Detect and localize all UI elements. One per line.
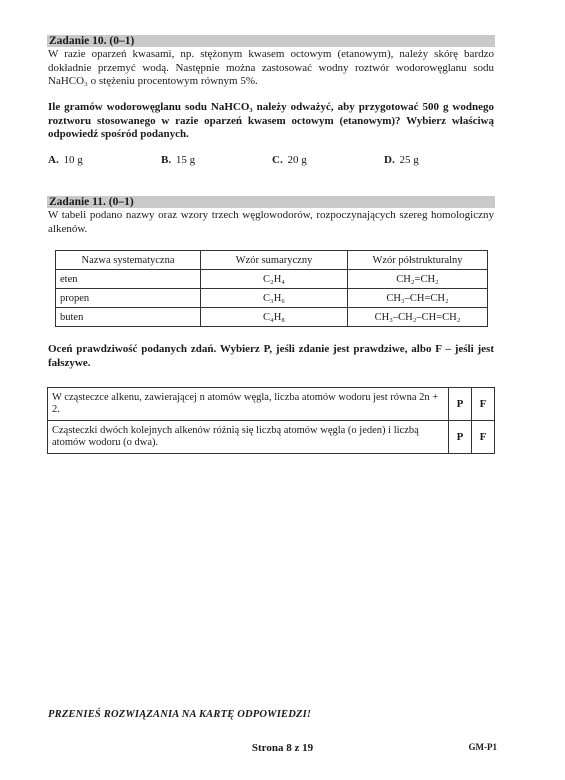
- table-row: [56, 289, 488, 308]
- answer-b[interactable]: B. 15 g: [161, 154, 196, 166]
- table-row: [56, 308, 488, 327]
- task10-intro: W razie oparzeń kwasami, np. stężonym kwasem octowym (etanowym), należy skórę bardzo dokładnie przemyć wodą. Następnie można zastosować wodny roztwór wodorowęglanu sodu NaHCO₃ o stężeniu procentowym równym 5%.: [48, 48, 494, 87]
- cell-structural: CH₃–CH₂–CH=CH₂: [348, 308, 488, 327]
- cell-molecular: C₃H₆: [201, 289, 348, 308]
- transfer-answers-note: PRZENIEŚ ROZWIĄZANIA NA KARTĘ ODPOWIEDZI!: [48, 709, 312, 720]
- statement-text: Cząsteczki dwóch kolejnych alkenów różnią się liczbą atomów węgla (o jeden) i liczbą atomów wodoru (o dwa).: [48, 421, 449, 454]
- table-header-row: [56, 251, 488, 270]
- answer-a[interactable]: A. 10 g: [48, 154, 83, 166]
- task11-question: Oceń prawdziwość podanych zdań. Wybierz P, jeśli zdanie jest prawdziwe, albo F – jeśli jest fałszywe.: [48, 343, 494, 369]
- answer-d[interactable]: D. 25 g: [384, 154, 419, 166]
- true-false-table: [47, 387, 495, 454]
- cell-structural: CH₂=CH₂: [348, 270, 488, 289]
- header-name: Nazwa systematyczna: [56, 251, 201, 270]
- cell-name: buten: [56, 308, 201, 327]
- false-option[interactable]: F: [472, 421, 495, 454]
- statement-text: W cząsteczce alkenu, zawierającej n atomów węgla, liczba atomów wodoru jest równa 2n + 2.: [48, 388, 449, 421]
- cell-name: propen: [56, 289, 201, 308]
- statement-row: [48, 388, 495, 421]
- task11-title: Zadanie 11. (0–1): [47, 196, 495, 208]
- true-option[interactable]: P: [449, 388, 472, 421]
- false-option[interactable]: F: [472, 388, 495, 421]
- task10-answers: [48, 154, 494, 168]
- task10-question: Ile gramów wodorowęglanu sodu NaHCO₃ należy odważyć, aby przygotować 500 g wodnego roztworu stosowanego w razie oparzeń kwasem octowym (etanowym)? Wybierz właściwą odpowiedź spośród podanych.: [48, 101, 494, 140]
- cell-molecular: C₄H₈: [201, 308, 348, 327]
- answer-c[interactable]: C. 20 g: [272, 154, 307, 166]
- task11-intro: W tabeli podano nazwy oraz wzory trzech węglowodorów, rozpoczynających szereg homologiczny alkenów.: [48, 209, 494, 235]
- cell-structural: CH₃–CH=CH₂: [348, 289, 488, 308]
- statement-row: [48, 421, 495, 454]
- alkenes-table: [55, 250, 488, 327]
- cell-name: eten: [56, 270, 201, 289]
- table-row: [56, 270, 488, 289]
- task10-title: Zadanie 10. (0–1): [47, 35, 495, 47]
- exam-code: GM-P1: [468, 742, 497, 752]
- page-number: Strona 8 z 19: [251, 742, 314, 754]
- true-option[interactable]: P: [449, 421, 472, 454]
- header-molecular: Wzór sumaryczny: [201, 251, 348, 270]
- header-structural: Wzór półstrukturalny: [348, 251, 488, 270]
- cell-molecular: C₂H₄: [201, 270, 348, 289]
